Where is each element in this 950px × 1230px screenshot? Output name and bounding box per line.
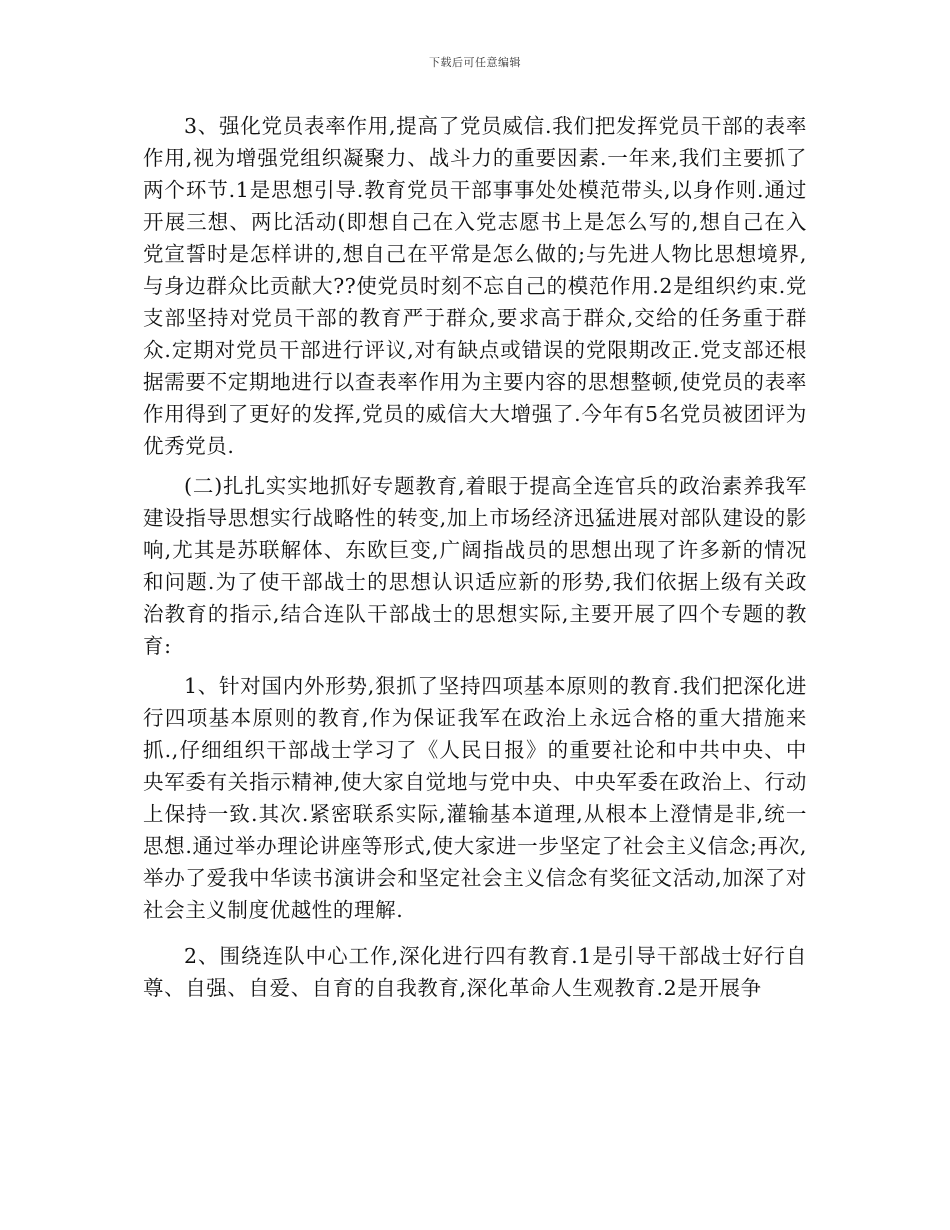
paragraph-1: 3、强化党员表率作用,提高了党员威信.我们把发挥党员干部的表率作用,视为增强党组织凝聚力、战斗力的重要因素.一年来,我们主要抓了两个环节.1是思想引导.教育党员干部事事处处模范带头,以身作则.通过开展三想、两比活动(即想自己在入党志愿书上是怎么写的,想自己在入党宣誓时是怎样讲的,想自己在平常是怎么做的;与先进人物比思想境界,与身边群众比贡献大??使党员时刻不忘自己的模范作用.2是组织约束.党支部坚持对党员干部的教育严于群众,要求高于群众,交给的任务重于群众.定期对党员干部进行评议,对有缺点或错误的党限期改正.党支部还根据需要不定期地进行以查表率作用为主要内容的思想整顿,使党员的表率作用得到了更好的发挥,党员的威信大大增强了.今年有5名党员被团评为优秀党员. xyxy=(143,114,807,458)
document-body xyxy=(143,110,807,1004)
paragraph-4: 2、围绕连队中心工作,深化进行四有教育.1是引导干部战士好行自尊、自强、自爱、自育的自我教育,深化革命人生观教育.2是开展争 xyxy=(143,944,807,1000)
page-header: 下载后可任意编辑 xyxy=(429,56,521,69)
paragraph-2: (二)扎扎实实地抓好专题教育,着眼于提高全连官兵的政治素养我军建设指导思想实行战略性的转变,加上市场经济迅猛进展对部队建设的影响,尤其是苏联解体、东欧巨变,广阔指战员的思想出现了许多新的情况和问题.为了使干部战士的思想认识适应新的形势,我们依据上级有关政治教育的指示,结合连队干部战士的思想实际,主要开展了四个专题的教育: xyxy=(143,474,807,658)
paragraph-3: 1、针对国内外形势,狠抓了坚持四项基本原则的教育.我们把深化进行四项基本原则的教育,作为保证我军在政治上永远合格的重大措施来抓.,仔细组织干部战士学习了《人民日报》的重要社论和中共中央、中央军委有关指示精神,使大家自觉地与党中央、中央军委在政治上、行动上保持一致.其次.紧密联系实际,灌输基本道理,从根本上澄情是非,统一思想.通过举办理论讲座等形式,使大家进一步坚定了社会主义信念;再次,举办了爱我中华读书演讲会和坚定社会主义信念有奖征文活动,加深了对社会主义制度优越性的理解. xyxy=(143,674,807,922)
